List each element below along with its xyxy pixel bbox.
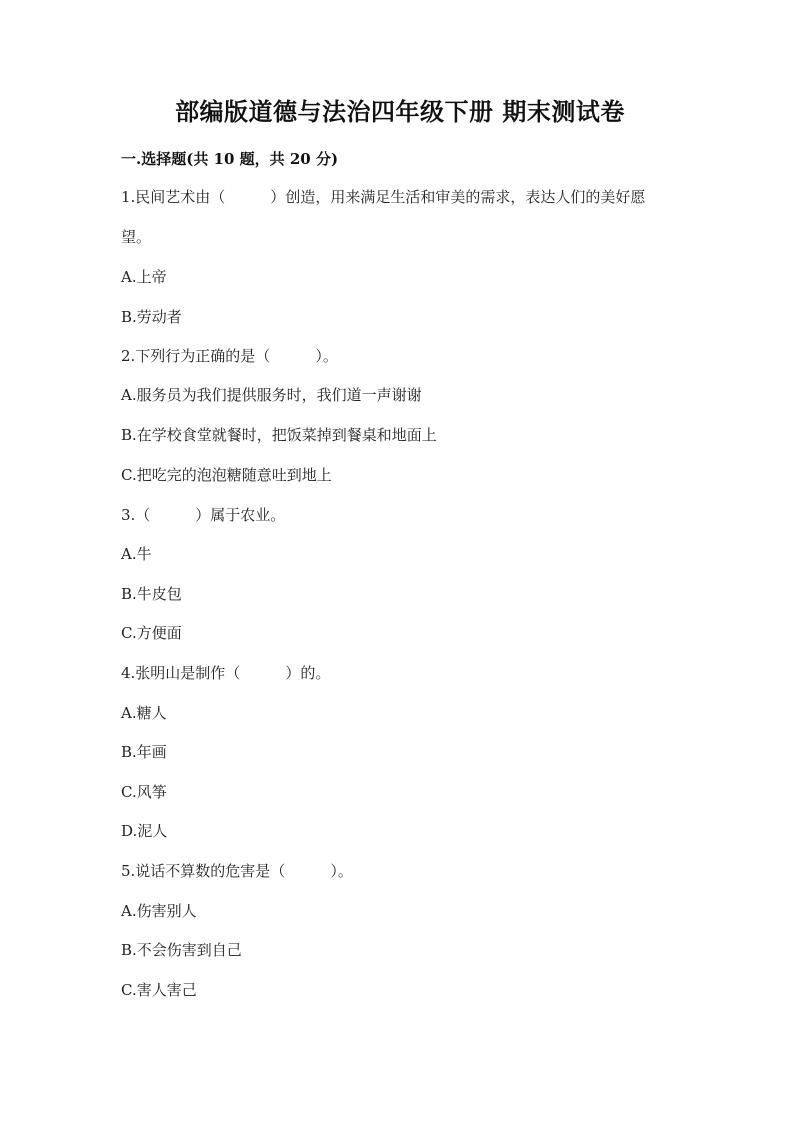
- question-5-option-b: B.不会伤害到自己: [121, 941, 242, 959]
- question-4-option-b: B.年画: [121, 743, 167, 761]
- question-5-text: 5.说话不算数的危害是（ ）。: [121, 862, 353, 880]
- question-4-option-a: A.糖人: [121, 704, 167, 722]
- question-2-option-a: A.服务员为我们提供服务时，我们道一声谢谢: [121, 386, 422, 404]
- question-2-text: 2.下列行为正确的是（ ）。: [121, 347, 338, 365]
- question-1-text-line-2: 望。: [121, 228, 152, 246]
- question-4-text: 4.张明山是制作（ ）的。: [121, 664, 331, 682]
- question-3-text: 3.（ ）属于农业。: [121, 506, 286, 524]
- question-5-option-a: A.伤害别人: [121, 902, 197, 920]
- question-3-option-a: A.牛: [121, 545, 152, 563]
- question-4-option-c: C.风筝: [121, 783, 167, 801]
- question-1-option-b: B.劳动者: [121, 308, 182, 326]
- question-1-option-a: A.上帝: [121, 268, 167, 286]
- question-1-text-line-1: 1.民间艺术由（ ）创造，用来满足生活和审美的需求，表达人们的美好愿: [121, 188, 646, 206]
- question-5-option-c: C.害人害己: [121, 981, 197, 999]
- question-4-option-d: D.泥人: [121, 822, 168, 840]
- page-title: 部编版道德与法治四年级下册 期末测试卷: [175, 97, 625, 126]
- question-2-option-b: B.在学校食堂就餐时，把饭菜掉到餐桌和地面上: [121, 426, 437, 444]
- question-2-option-c: C.把吃完的泡泡糖随意吐到地上: [121, 466, 332, 484]
- section-heading: 一.选择题(共 10 题，共 20 分): [121, 150, 339, 168]
- question-3-option-b: B.牛皮包: [121, 585, 182, 603]
- question-3-option-c: C.方便面: [121, 624, 182, 642]
